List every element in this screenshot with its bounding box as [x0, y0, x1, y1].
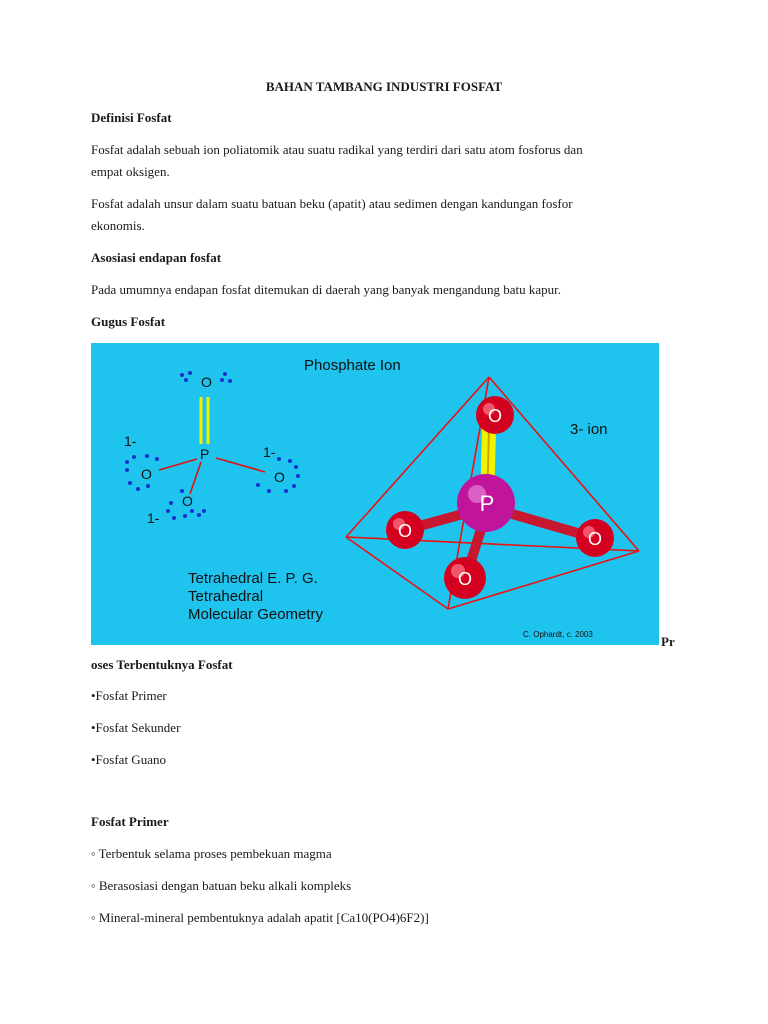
geometry-line-1: Tetrahedral E. P. G. — [188, 570, 318, 587]
lewis-charge-bottom: 1- — [147, 510, 160, 526]
model-phosphorus-label: P — [479, 491, 495, 516]
lewis-oxygen-right: O — [274, 469, 285, 485]
model-oxygen-right: O — [587, 529, 603, 549]
proses-item-sekunder: •Fosfat Sekunder — [91, 720, 181, 735]
heading-asosiasi: Asosiasi endapan fosfat — [91, 250, 222, 265]
proses-item-primer: •Fosfat Primer — [91, 688, 167, 703]
tetrahedral-model — [346, 377, 639, 609]
figure-credit: C. Ophardt, c. 2003 — [523, 630, 593, 639]
geometry-line-2: Tetrahedral — [188, 588, 264, 605]
paragraph-definisi-1-line1: Fosfat adalah sebuah ion poliatomik atau suatu radikal yang terdiri dari satu atom fosforus dan — [91, 142, 583, 157]
lewis-oxygen-bottom: O — [182, 493, 193, 509]
primer-item-1: ◦ Terbentuk selama proses pembekuan magma — [91, 846, 332, 861]
lewis-charge-left: 1- — [124, 433, 137, 449]
primer-item-3: ◦ Mineral-mineral pembentuknya adalah apatit [Ca10(PO4)6F2)] — [91, 910, 429, 925]
model-oxygen-top: O — [487, 406, 503, 426]
lewis-charge-right: 1- — [263, 444, 276, 460]
figure-title: Phosphate Ion — [304, 357, 401, 374]
lewis-phosphorus: P — [200, 446, 210, 462]
phosphate-ion-figure — [91, 343, 659, 645]
paragraph-definisi-2-line1: Fosfat adalah unsur dalam suatu batuan beku (apatit) atau sedimen dengan kandungan fosfor — [91, 196, 573, 211]
proses-heading-part1: Pr — [661, 634, 675, 649]
paragraph-asosiasi: Pada umumnya endapan fosfat ditemukan di daerah yang banyak mengandung batu kapur. — [91, 282, 562, 297]
model-oxygen-left: O — [397, 521, 413, 541]
heading-fosfat-primer: Fosfat Primer — [91, 814, 169, 829]
heading-definisi: Definisi Fosfat — [91, 110, 172, 125]
ion-charge-label: 3- ion — [570, 421, 608, 438]
paragraph-definisi-2-line2: ekonomis. — [91, 218, 145, 233]
phosphate-ion-diagram — [91, 343, 659, 645]
lewis-oxygen-left: O — [141, 466, 152, 482]
model-oxygen-bottom: O — [457, 569, 473, 589]
proses-heading-part2: oses Terbentuknya Fosfat — [91, 657, 233, 672]
heading-gugus: Gugus Fosfat — [91, 314, 166, 329]
proses-item-guano: •Fosfat Guano — [91, 752, 166, 767]
lewis-oxygen-top: O — [201, 374, 212, 390]
geometry-line-3: Molecular Geometry — [188, 606, 324, 623]
lewis-structure — [124, 371, 300, 526]
page-title: BAHAN TAMBANG INDUSTRI FOSFAT — [265, 79, 503, 94]
paragraph-definisi-1-line2: empat oksigen. — [91, 164, 170, 179]
primer-item-2: ◦ Berasosiasi dengan batuan beku alkali kompleks — [91, 878, 352, 893]
